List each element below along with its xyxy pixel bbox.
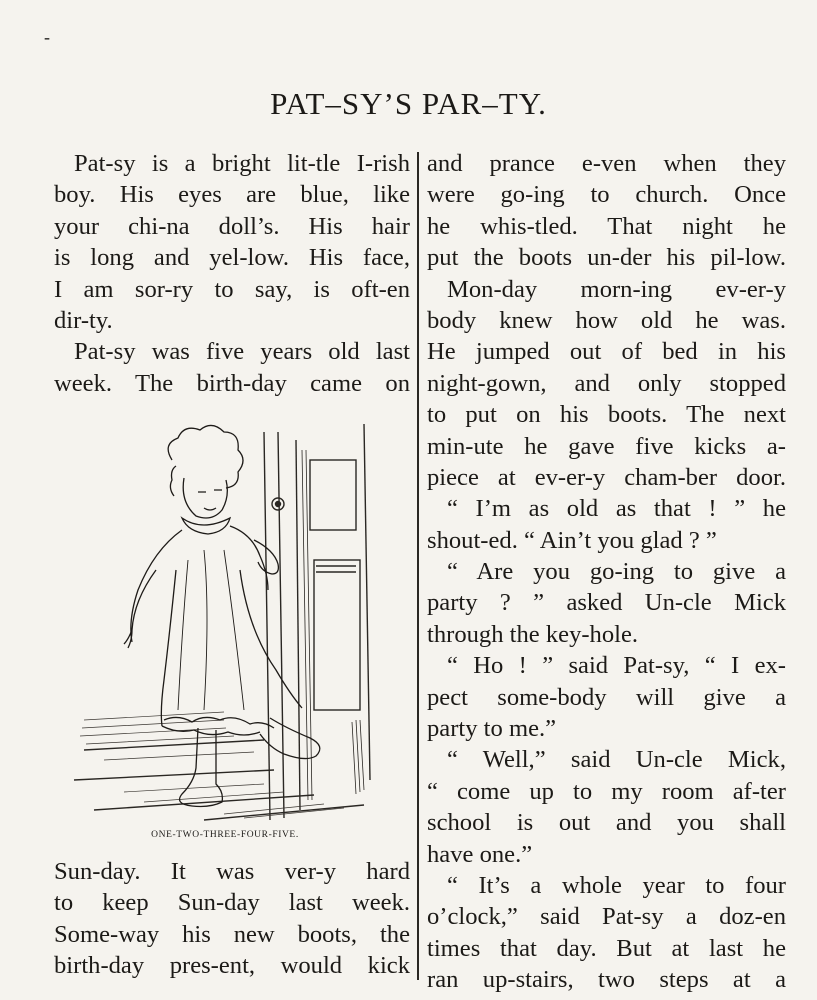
text-line: party to me.” xyxy=(427,715,557,743)
text-line: were go-ing to church. Once xyxy=(427,181,786,209)
text-line: times that day. But at last he xyxy=(427,934,786,962)
text-line: Some-way his new boots, the xyxy=(54,920,410,948)
text-line: body knew how old he was. xyxy=(427,306,786,334)
text-line: “ Well,” said Un-cle Mick, xyxy=(447,746,786,774)
page-mark: - xyxy=(44,27,50,47)
right-column-text xyxy=(427,148,786,996)
text-line: piece at ev-er-y cham-ber door. xyxy=(427,463,786,491)
text-line: birth-day pres-ent, would kick xyxy=(54,952,410,980)
text-line: boy. His eyes are blue, like xyxy=(54,181,410,209)
text-line: is long and yel-low. His face, xyxy=(54,244,410,272)
text-line: he whis-tled. That night he xyxy=(427,212,786,240)
left-column-bottom-text xyxy=(54,856,410,982)
text-line: your chi-na doll’s. His hair xyxy=(54,212,410,240)
text-line: to keep Sun-day last week. xyxy=(54,889,410,917)
text-line: Pat-sy is a bright lit-tle I-rish xyxy=(74,150,410,177)
text-line: “ Are you go-ing to give a xyxy=(447,558,786,586)
text-line: night-gown, and only stopped xyxy=(427,369,786,397)
text-line: Mon-day morn-ing ev-er-y xyxy=(447,275,786,303)
text-line: ran up-stairs, two steps at a xyxy=(427,966,786,994)
text-line: to put on his boots. The next xyxy=(427,401,786,429)
column-divider xyxy=(417,152,419,980)
text-line: “ I’m as old as that ! ” he xyxy=(447,495,786,523)
text-line: “ come up to my room af-ter xyxy=(427,777,786,805)
text-line: Pat-sy was five years old last xyxy=(74,338,410,366)
text-line: “ It’s a whole year to four xyxy=(447,871,786,899)
illustration-caption: ONE-TWO-THREE-FOUR-FIVE. xyxy=(151,830,299,840)
text-line: school is out and you shall xyxy=(427,809,786,837)
text-line: Sun-day. It was ver-y hard xyxy=(54,858,410,885)
text-line: and prance e-ven when they xyxy=(427,150,786,177)
boy-kicking-door-illustration xyxy=(64,420,384,830)
story-title: PAT–SY’S PAR–TY. xyxy=(270,86,547,121)
text-line: through the key-hole. xyxy=(427,620,639,648)
text-line: pect some-body will give a xyxy=(427,683,786,711)
text-line: party ? ” asked Un-cle Mick xyxy=(427,589,786,617)
text-line: o’clock,” said Pat-sy a doz-en xyxy=(427,903,786,931)
text-line: have one.” xyxy=(427,840,533,868)
text-line: He jumped out of bed in his xyxy=(427,338,786,366)
text-line: put the boots un-der his pil-low. xyxy=(427,244,786,272)
text-line: I am sor-ry to say, is oft-en xyxy=(54,275,410,303)
text-line: “ Ho ! ” said Pat-sy, “ I ex- xyxy=(447,652,786,680)
text-line: shout-ed. “ Ain’t you glad ? ” xyxy=(427,526,717,554)
text-line: min-ute he gave five kicks a- xyxy=(427,432,786,460)
text-line: dir-ty. xyxy=(54,306,113,334)
text-line: week. The birth-day came on xyxy=(54,369,410,397)
left-column-top-text xyxy=(54,148,410,399)
